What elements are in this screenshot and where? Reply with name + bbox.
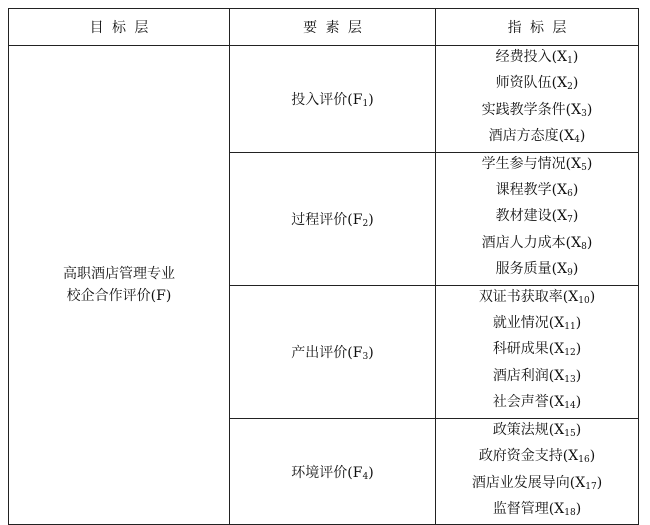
- goal-cell: [9, 46, 230, 525]
- element-cell-process: 过程评价$(F_2)$: [230, 152, 436, 285]
- indicator-item: 政府资金支持$(X_{16})$: [478, 448, 596, 466]
- indicator-item: 政策法规$(X_{15})$: [492, 421, 582, 439]
- indicator-cell-input: [436, 46, 639, 153]
- indicator-item: 教材建设$(X_7)$: [495, 208, 579, 226]
- goal-line-2: 校企合作评价(F): [66, 288, 172, 305]
- indicator-item: 监督管理$(X_{18})$: [492, 500, 582, 518]
- indicator-item: 酒店业发展导向$(X_{17})$: [471, 474, 603, 492]
- table-row: [9, 46, 639, 153]
- indicator-item: 服务质量$(X_9)$: [495, 261, 579, 279]
- header-indicator-layer: 指标层: [436, 9, 639, 46]
- element-cell-output: 产出评价$(F_3)$: [230, 285, 436, 418]
- indicator-item: 双证书获取率$(X_{10})$: [478, 288, 596, 306]
- indicator-item: 实践教学条件$(X_3)$: [481, 101, 593, 119]
- header-goal-layer: 目标层: [9, 9, 230, 46]
- indicator-item: 酒店人力成本$(X_8)$: [481, 234, 593, 252]
- indicator-item: 师资队伍$(X_2)$: [495, 75, 579, 93]
- indicator-cell-environment: [436, 418, 639, 525]
- element-cell-input: 投入评价$(F_1)$: [230, 46, 436, 153]
- indicator-item: 酒店方态度$(X_4)$: [488, 128, 586, 146]
- indicator-item: 课程教学$(X_6)$: [495, 182, 579, 200]
- element-cell-environment: 环境评价$(F_4)$: [230, 418, 436, 525]
- indicator-item: 科研成果$(X_{12})$: [492, 341, 582, 359]
- indicator-cell-process: [436, 152, 639, 285]
- indicator-item: 酒店利润$(X_{13})$: [492, 367, 582, 385]
- indicator-item: 学生参与情况$(X_5)$: [481, 155, 593, 173]
- header-element-layer: 要素层: [230, 9, 436, 46]
- evaluation-index-table: [8, 8, 639, 525]
- indicator-item: 经费投入$(X_1)$: [495, 49, 579, 66]
- indicator-cell-output: [436, 285, 639, 418]
- table-header-row: [9, 9, 639, 46]
- goal-line-1: 高职酒店管理专业: [63, 266, 175, 283]
- indicator-item: 就业情况$(X_{11})$: [492, 315, 582, 333]
- indicator-item: 社会声誉$(X_{14})$: [492, 394, 582, 412]
